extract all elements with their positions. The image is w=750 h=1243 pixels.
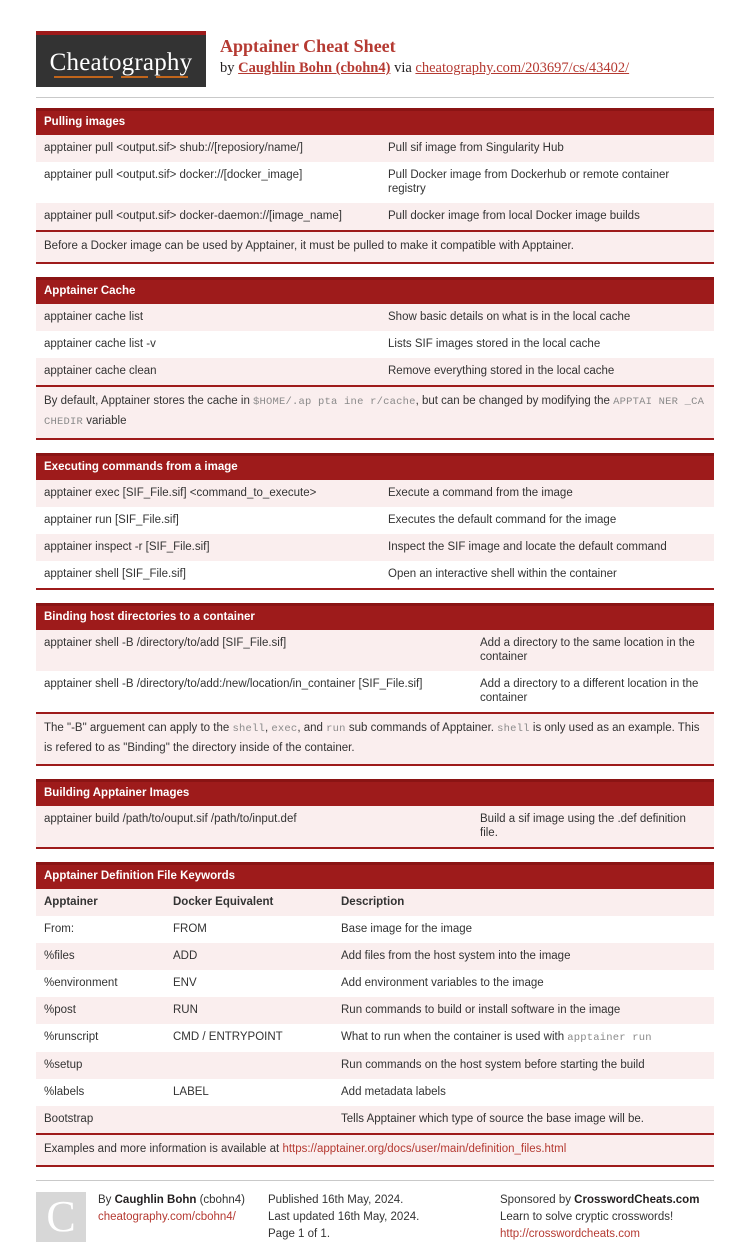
keyword-cell: %files: [36, 943, 165, 970]
table-row: [36, 997, 714, 1024]
table-row: [36, 480, 714, 507]
docker-cell: FROM: [165, 916, 333, 943]
description-cell: Add a directory to the same location in the container: [472, 630, 714, 671]
note-text-a: By default, Apptainer stores the cache in: [44, 395, 254, 407]
table-row: [36, 916, 714, 943]
docker-cell: RUN: [165, 997, 333, 1024]
note-text-b: ,: [264, 722, 272, 734]
section-bottom-rule: [36, 588, 714, 590]
docker-cell: CMD / ENTRYPOINT: [165, 1024, 333, 1052]
cheatography-logo[interactable]: [36, 31, 206, 87]
description-cell: Build a sif image using the .def definition file.: [472, 806, 714, 847]
command-cell: apptainer pull <output.sif> docker-daemon://[image_name]: [44, 210, 342, 222]
note-code-exec: exec: [271, 723, 298, 735]
section-note: [36, 385, 714, 440]
table-row: [36, 561, 714, 588]
keyword-cell: %post: [36, 997, 165, 1024]
command-cell: apptainer shell -B /directory/to/add:/new/location/in_container [SIF_File.sif]: [36, 671, 472, 712]
section-header: Apptainer Cache: [36, 277, 714, 304]
description-cell: Executes the default command for the image: [380, 507, 714, 534]
docker-cell: [165, 1052, 333, 1079]
inline-code-apptainer-run: apptainer run: [567, 1032, 652, 1044]
note-text: Examples and more information is available at: [44, 1143, 283, 1155]
keyword-cell: %setup: [36, 1052, 165, 1079]
table-row: [36, 304, 714, 331]
page-footer: [36, 1180, 714, 1243]
section-building-images: [36, 779, 714, 849]
section-note: Before a Docker image can be used by Apptainer, it must be pulled to make it compatible with Apptainer.: [36, 230, 714, 264]
title-block: [220, 31, 629, 77]
page-number: Page 1 of 1.: [268, 1228, 331, 1240]
table-row: [36, 1052, 714, 1079]
footer-author-text: [98, 1192, 245, 1243]
description-cell: Run commands to build or install software in the image: [333, 997, 714, 1024]
table-row: [36, 534, 714, 561]
note-text-b: , but can be changed by modifying the: [415, 395, 614, 407]
footer-author-handle: (cbohn4): [196, 1194, 245, 1206]
sponsor-tagline: Learn to solve cryptic crosswords!: [500, 1211, 674, 1223]
description-cell: Pull Docker image from Dockerhub or remote container registry: [380, 162, 714, 203]
table-row: [36, 1024, 714, 1052]
command-cell: apptainer cache clean: [36, 358, 380, 385]
column-header-docker-equivalent: Docker Equivalent: [165, 889, 333, 916]
command-table: [36, 480, 714, 588]
table-row: [36, 806, 714, 847]
section-apptainer-cache: [36, 277, 714, 440]
section-header: Building Apptainer Images: [36, 779, 714, 806]
docker-cell: ADD: [165, 943, 333, 970]
command-table: [36, 630, 714, 712]
table-row: [36, 507, 714, 534]
table-row: [36, 943, 714, 970]
published-date: Published 16th May, 2024.: [268, 1194, 404, 1206]
note-text-d: sub commands of Apptainer.: [345, 722, 498, 734]
table-header-row: [36, 889, 714, 916]
note-code-cachedir-var: APPTAI NER _CA CHEDIR: [44, 396, 705, 428]
command-table: [36, 304, 714, 385]
description-cell: Run commands on the host system before starting the build: [333, 1052, 714, 1079]
definition-files-doc-link[interactable]: https://apptainer.org/docs/user/main/definition_files.html: [282, 1143, 567, 1155]
avatar: C: [36, 1192, 86, 1242]
header-divider: [36, 97, 714, 98]
description-cell: [333, 1024, 714, 1052]
logo-underline-decoration: [54, 76, 188, 78]
logo-text: Cheatography: [49, 49, 193, 76]
section-note: [36, 1133, 714, 1167]
table-row: [36, 1079, 714, 1106]
description-cell: Pull sif image from Singularity Hub: [380, 135, 714, 162]
byline: [220, 59, 629, 77]
note-text-e: is only used as an example. This is refered to as "Binding" the directory inside of the container.: [44, 722, 700, 754]
keyword-cell: Bootstrap: [36, 1106, 165, 1133]
table-row: [36, 1106, 714, 1133]
section-definition-file-keywords: [36, 862, 714, 1167]
description-cell: Execute a command from the image: [380, 480, 714, 507]
author-link[interactable]: Caughlin Bohn (cbohn4): [238, 60, 391, 76]
description-cell: Tells Apptainer which type of source the base image will be.: [333, 1106, 714, 1133]
command-cell: apptainer shell -B /directory/to/add [SIF_File.sif]: [36, 630, 472, 671]
column-header-description: Description: [333, 889, 714, 916]
table-row: [36, 358, 714, 385]
command-cell: apptainer shell [SIF_File.sif]: [36, 561, 380, 588]
command-cell: apptainer cache list: [36, 304, 380, 331]
sponsor-name: CrosswordCheats.com: [574, 1194, 700, 1206]
byline-via: via: [390, 60, 416, 76]
description-cell: Show basic details on what is in the local cache: [380, 304, 714, 331]
section-header: Binding host directories to a container: [36, 603, 714, 630]
footer-sponsor-text: [500, 1192, 699, 1243]
description-cell: Add metadata labels: [333, 1079, 714, 1106]
page-title: Apptainer Cheat Sheet: [220, 36, 396, 56]
source-url-link[interactable]: cheatography.com/203697/cs/43402/: [415, 60, 630, 76]
section-header: Apptainer Definition File Keywords: [36, 862, 714, 889]
note-text-a: The "-B" arguement can apply to the: [44, 722, 233, 734]
description-cell: Open an interactive shell within the container: [380, 561, 714, 588]
description-text: What to run when the container is used with: [341, 1031, 568, 1043]
docker-cell: [165, 1106, 333, 1133]
footer-author-name: Caughlin Bohn: [114, 1194, 197, 1206]
description-cell: Add a directory to a different location in the container: [472, 671, 714, 712]
footer-publish-column: [268, 1180, 500, 1243]
keyword-cell: %runscript: [36, 1024, 165, 1052]
note-code-shell: shell: [232, 723, 265, 735]
docker-cell: LABEL: [165, 1079, 333, 1106]
note-code-home-path: $HOME/.ap pta ine r/cache: [253, 396, 416, 408]
description-cell: Lists SIF images stored in the local cache: [380, 331, 714, 358]
sponsor-link[interactable]: http://crosswordcheats.com: [500, 1228, 640, 1240]
description-cell: Add files from the host system into the image: [333, 943, 714, 970]
section-binding-directories: [36, 603, 714, 766]
command-cell: apptainer pull <output.sif> docker://[docker_image]: [44, 169, 303, 181]
table-row: [36, 162, 714, 203]
footer-by-prefix: By: [98, 1194, 115, 1206]
keyword-cell: %environment: [36, 970, 165, 997]
updated-date: Last updated 16th May, 2024.: [268, 1211, 420, 1223]
command-cell: apptainer exec [SIF_File.sif] <command_to_execute>: [36, 480, 380, 507]
table-row: [36, 630, 714, 671]
keyword-cell: %labels: [36, 1079, 165, 1106]
page-header: [36, 0, 714, 97]
note-code-shell-2: shell: [497, 723, 530, 735]
command-cell: apptainer inspect -r [SIF_File.sif]: [36, 534, 380, 561]
keywords-table: [36, 889, 714, 1133]
section-header: Executing commands from a image: [36, 453, 714, 480]
note-text-c: variable: [83, 415, 127, 427]
command-cell: apptainer run [SIF_File.sif]: [36, 507, 380, 534]
keyword-cell: From:: [36, 916, 165, 943]
command-cell: apptainer cache list -v: [36, 331, 380, 358]
footer-author-column: [36, 1180, 268, 1243]
section-header: Pulling images: [36, 108, 714, 135]
command-table: [36, 806, 714, 847]
section-executing-commands: [36, 453, 714, 590]
table-row: [36, 203, 714, 230]
table-row: [36, 671, 714, 712]
footer-author-link[interactable]: cheatography.com/cbohn4/: [98, 1211, 236, 1223]
footer-publish-text: [268, 1192, 419, 1243]
description-cell: Inspect the SIF image and locate the default command: [380, 534, 714, 561]
byline-prefix: by: [220, 60, 239, 76]
table-row: [36, 970, 714, 997]
command-table: [36, 135, 714, 230]
description-cell: Pull docker image from local Docker image builds: [380, 203, 714, 230]
footer-sponsor-column: [500, 1180, 714, 1243]
description-cell: Base image for the image: [333, 916, 714, 943]
description-cell: Add environment variables to the image: [333, 970, 714, 997]
note-text-c: , and: [297, 722, 327, 734]
note-code-run: run: [326, 723, 346, 735]
sponsor-prefix: Sponsored by: [500, 1194, 575, 1206]
command-cell: apptainer build /path/to/ouput.sif /path/to/input.def: [36, 806, 472, 847]
docker-cell: ENV: [165, 970, 333, 997]
section-bottom-rule: [36, 847, 714, 849]
table-row: [36, 331, 714, 358]
section-note: [36, 712, 714, 766]
section-pulling-images: [36, 108, 714, 264]
table-row: [36, 135, 714, 162]
column-header-apptainer: Apptainer: [36, 889, 165, 916]
description-cell: Remove everything stored in the local cache: [380, 358, 714, 385]
command-cell: apptainer pull <output.sif> shub://[reposiory/name/]: [44, 142, 303, 154]
